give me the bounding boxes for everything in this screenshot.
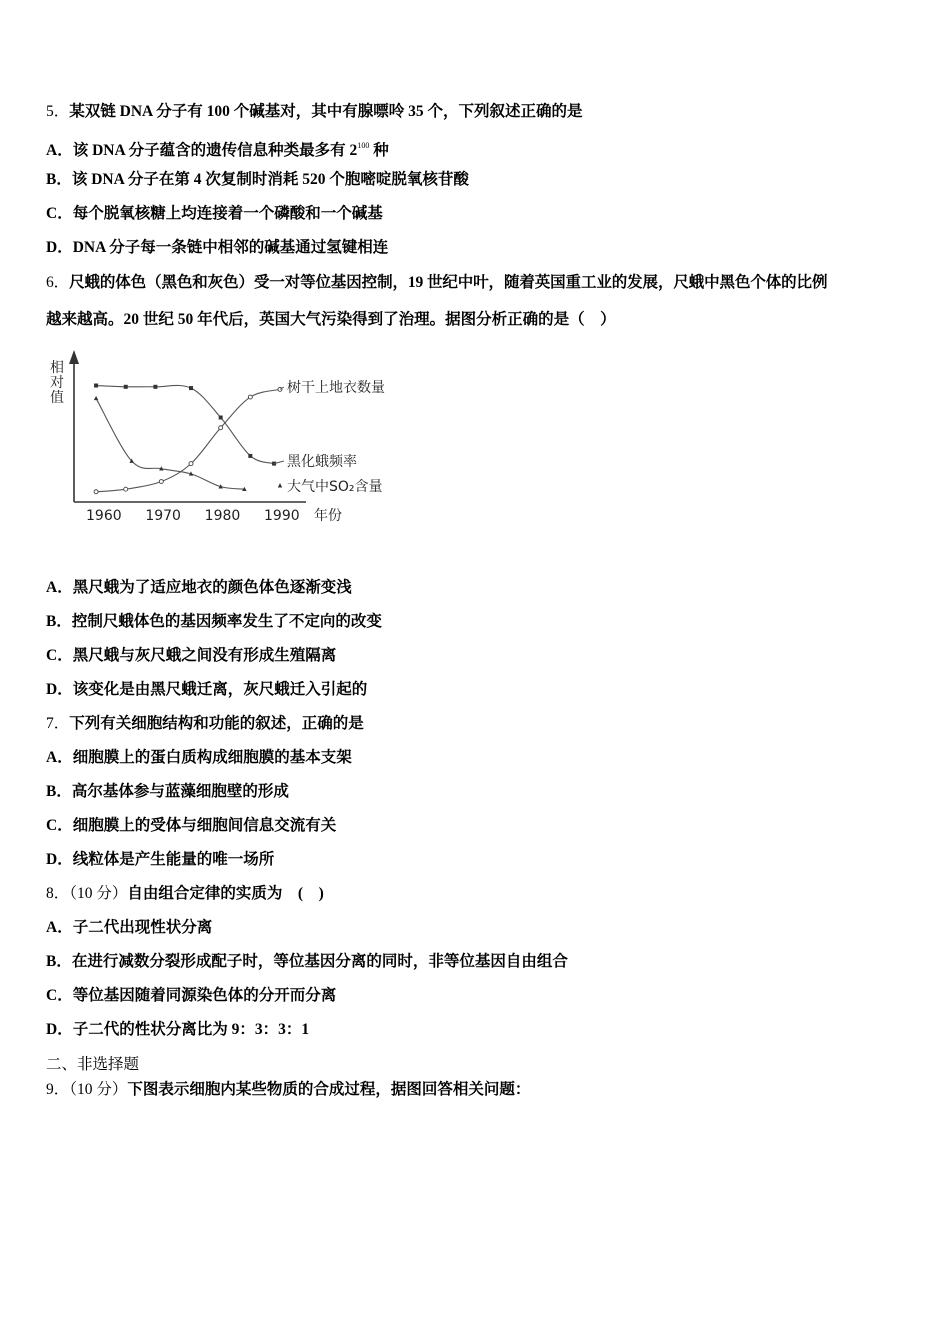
q8-option-a: A．子二代出现性状分离 xyxy=(46,919,213,936)
q7-option-c: C．细胞膜上的受体与细胞间信息交流有关 xyxy=(46,817,337,834)
lichen-series-point xyxy=(124,487,128,491)
legend-black-moth: 黑化蛾频率 xyxy=(287,454,357,470)
y-label-char-2: 对 xyxy=(50,375,64,391)
x-tick-label: 1960 xyxy=(86,508,122,524)
q6-option-b: B．控制尺蛾体色的基因频率发生了不定向的改变 xyxy=(46,613,382,630)
lichen-series-point xyxy=(189,462,193,466)
q7-option-d: D．线粒体是产生能量的唯一场所 xyxy=(46,851,275,868)
lichen-series-point xyxy=(159,480,163,484)
q8-option-b: B．在进行减数分裂形成配子时，等位基因分离的同时，非等位基因自由组合 xyxy=(46,953,568,970)
q9-stem: 9．（10 分）下图表示细胞内某些物质的合成过程，据图回答相关问题： xyxy=(46,1081,531,1098)
q6-option-d: D．该变化是由黑尺蛾迁离，灰尺蛾迁入引起的 xyxy=(46,681,368,698)
q6-option-c: C．黑尺蛾与灰尺蛾之间没有形成生殖隔离 xyxy=(46,647,337,664)
so2-series-line xyxy=(96,398,244,489)
q7-stem: 7．下列有关细胞结构和功能的叙述，正确的是 xyxy=(46,715,364,732)
black-moth-series-point xyxy=(248,454,252,458)
q8-option-c: C．等位基因随着同源染色体的分开而分离 xyxy=(46,987,337,1004)
exponent: 100 xyxy=(357,141,370,150)
legend-so2: 大气中SO₂含量 xyxy=(287,479,383,495)
q5-option-d: D．DNA 分子每一条链中相邻的碱基通过氢键相连 xyxy=(46,239,389,256)
black-moth-series-point xyxy=(189,386,193,390)
q6-option-a: A．黑尺蛾为了适应地衣的颜色体色逐渐变浅 xyxy=(46,579,352,596)
y-label-char-1: 相 xyxy=(50,360,64,376)
q8-stem: 8．（10 分）自由组合定律的实质为 ( ) xyxy=(46,885,324,902)
q5-option-a: A．该 DNA 分子蕴含的遗传信息种类最多有 $2^{100}$ 种 xyxy=(46,141,389,159)
lichen-series-point xyxy=(94,490,98,494)
legend-lichen: 树干上地衣数量 xyxy=(287,380,385,396)
q5-option-b: B．该 DNA 分子在第 4 次复制时消耗 520 个胞嘧啶脱氧核苷酸 xyxy=(46,171,469,188)
q7-option-b: B．高尔基体参与蓝藻细胞壁的形成 xyxy=(46,783,289,800)
moth-chart xyxy=(44,348,414,534)
black-moth-series-point xyxy=(124,385,128,389)
section-title: 二、非选择题 xyxy=(46,1056,140,1073)
q8-option-d: D．子二代的性状分离比为 9：3：3：1 xyxy=(46,1021,310,1038)
black-moth-series-point xyxy=(219,416,223,420)
x-tick-label: 1990 xyxy=(264,508,300,524)
black-moth-series-point xyxy=(153,385,157,389)
so2-series-point xyxy=(94,396,98,400)
black-moth-series-line xyxy=(96,385,274,463)
x-tick-label: 1980 xyxy=(204,508,241,524)
x-tick-label: 1970 xyxy=(145,508,181,524)
q7-option-a: A．细胞膜上的蛋白质构成细胞膜的基本支架 xyxy=(46,749,352,766)
q6-stem-line2: 越来越高。20 世纪 50 年代后，英国大气污染得到了治理。据图分析正确的是（ ） xyxy=(46,311,616,328)
y-label-char-3: 值 xyxy=(50,390,64,406)
lichen-series-point xyxy=(248,395,252,399)
q5-option-c: C．每个脱氧核糖上均连接着一个磷酸和一个碱基 xyxy=(46,205,383,222)
y-axis-arrow xyxy=(69,350,79,364)
q6-stem-line1: 6．尺蛾的体色（黑色和灰色）受一对等位基因控制，19 世纪中叶，随着英国重工业的发展，尺蛾中黑色个体的比例 xyxy=(46,274,828,291)
lichen-series-point xyxy=(219,426,223,430)
lichen-series-line xyxy=(96,389,280,491)
x-axis-label: 年份 xyxy=(314,508,342,524)
legend-so2-marker xyxy=(278,483,282,488)
q5-stem: 5．某双链 DNA 分子有 100 个碱基对，其中有腺嘌呤 35 个，下列叙述正确的是 xyxy=(46,103,583,120)
black-moth-series-point xyxy=(94,384,98,388)
